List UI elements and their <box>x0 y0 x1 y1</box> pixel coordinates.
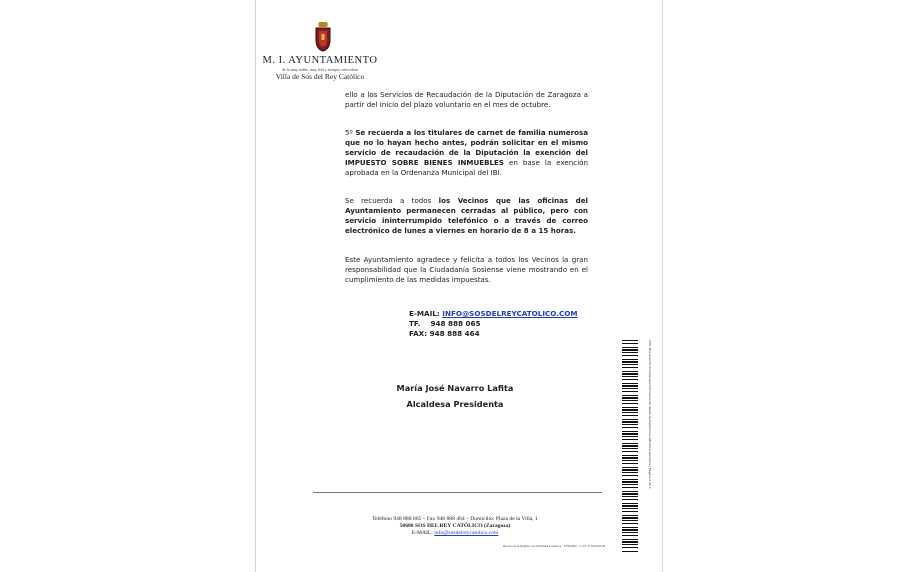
contact-email-row <box>409 309 578 319</box>
contact-fax-row <box>409 329 480 339</box>
document-page <box>255 0 663 572</box>
paragraph-2-rest: en base la exención aprobada en la Ordenanza Municipal del IBI. <box>345 158 589 177</box>
paragraph-2 <box>345 128 588 178</box>
coat-of-arms-icon <box>313 22 333 52</box>
phone-value: 948 888 065 <box>430 319 481 328</box>
footer-address-line: 50680 SOS DEL REY CATÓLICO (Zaragoza) <box>399 523 511 529</box>
footer-email-line <box>330 530 580 538</box>
barcode-icon <box>622 340 638 552</box>
footer-email-label: E-MAIL: <box>411 530 433 536</box>
verification-sidebar <box>640 340 652 552</box>
signatory-role: Alcaldesa Presidenta <box>406 399 504 409</box>
paragraph-2-number: 5º <box>345 128 353 137</box>
footer-divider <box>313 492 602 493</box>
phone-label: TF. <box>409 319 421 328</box>
paragraph-4: Este Ayuntamiento agradece y felicita a todos los Vecinos la gran responsabilidad que la Ciudadanía Sosiense viene mostrando en el cumplimiento de las medidas impuestas. <box>345 255 588 284</box>
fax-label: FAX: <box>409 329 428 338</box>
paragraph-1: ello a los Servicios de Recaudación de la Diputación de Zaragoza a partir del inicio del plazo voluntario en el mes de octubre. <box>345 90 588 109</box>
header-subtitle: de la muy noble, muy leal y siempre vencedora <box>282 67 358 72</box>
footer-contact-line: Teléfono 948 888 065 – Fax 948 888 464 – Domicilio: Plaza de la Villa, 1 <box>372 516 538 522</box>
paragraph-2-bold: Se recuerda a los titulares de carnet de familia numerosa que no lo hayan hecho antes, podrán solicitar en el mismo servicio de recaudación de la Diputación la exención del IMPUESTO SOBRE BIENES INMUEBLES <box>345 128 588 167</box>
footer-email-link[interactable]: info@sosdelreycatolico.com <box>434 530 499 536</box>
email-link[interactable]: INFO@SOSDELREYCATOLICO.COM <box>442 309 578 318</box>
header-title: M. I. AYUNTAMIENTO <box>262 55 378 66</box>
signatory-name: María José Navarro Lafita <box>396 383 514 393</box>
registry-note: Inscrito en el Registro de Entidades Locales n.º 01502480 – C.I.F. P-5025100-H <box>502 544 605 548</box>
paragraph-3 <box>345 196 588 236</box>
paragraph-3-bold: los Vecinos que las oficinas del Ayuntamiento permanecen cerradas al público, pero con servicio ininterrumpido telefónico o a través de correo electrónico de lunes a viernes en horario de 8 a 15 horas. <box>345 196 588 235</box>
fax-value: 948 888 464 <box>429 329 480 338</box>
verification-text: CSV: Documento firmado electrónicamente desde la plataforma esPublico Gestiona | Página 2 de 2 <box>648 340 652 489</box>
email-label: E-MAIL: <box>409 309 440 318</box>
paragraph-3-start: Se recuerda a todos <box>345 196 432 205</box>
contact-phone-row <box>409 319 481 329</box>
header-place: Villa de Sos del Rey Católico <box>275 72 365 81</box>
